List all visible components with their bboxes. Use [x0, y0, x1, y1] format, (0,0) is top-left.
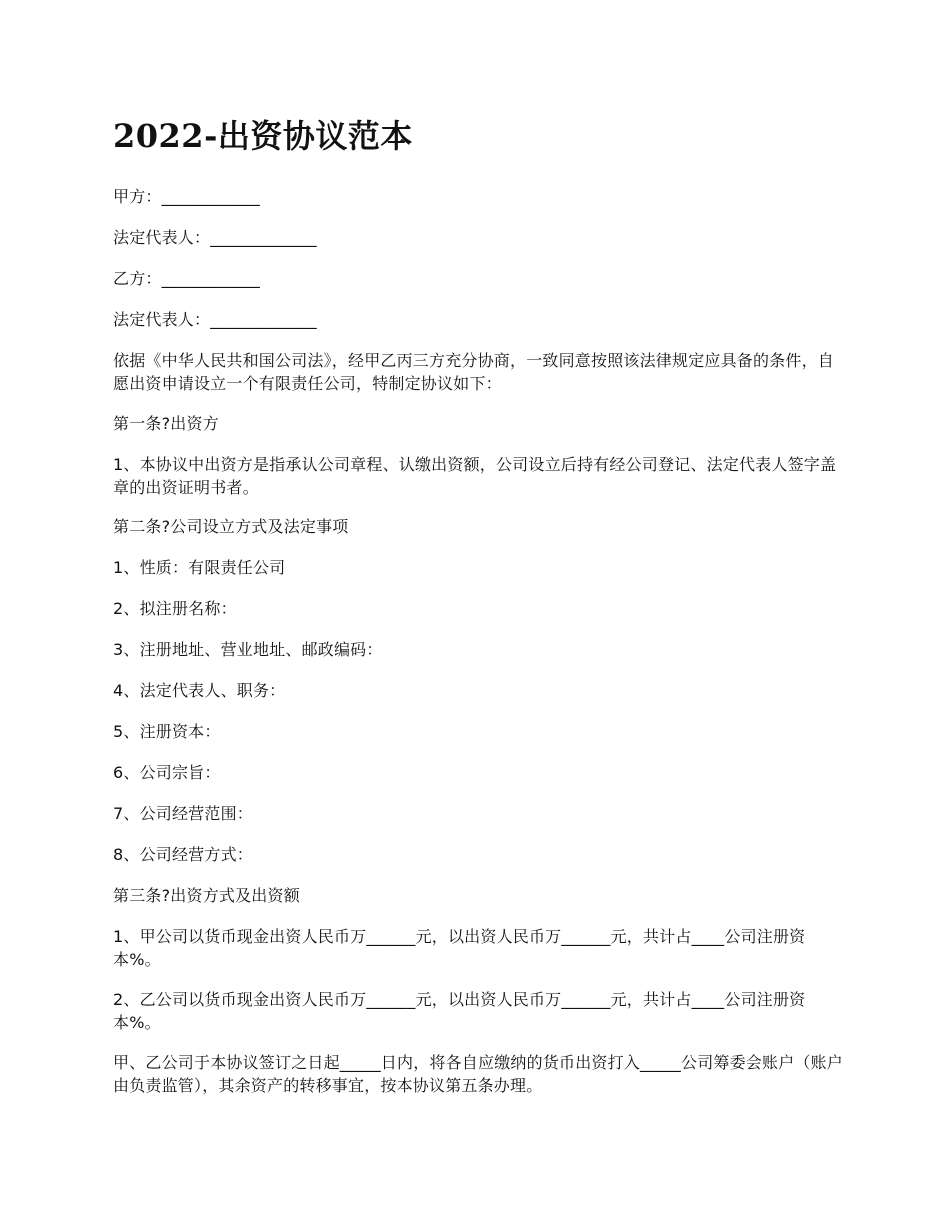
preamble-paragraph: 依据《中华人民共和国公司法》，经甲乙丙三方充分协商，一致同意按照该法律规定应具备的条件，自愿出资申请设立一个有限责任公司，特制定协议如下： [113, 351, 835, 393]
article-2-item-3: 3、注册地址、营业地址、邮政编码： [113, 640, 383, 659]
party-a-representative-line: 法定代表人：_____________ [113, 228, 317, 247]
article-2-item-6: 6、公司宗旨： [113, 763, 221, 782]
party-b-line: 乙方：____________ [113, 269, 261, 288]
article-2-item-8: 8、公司经营方式： [113, 845, 253, 864]
article-2-item-5: 5、注册资本： [113, 722, 221, 741]
article-2-item-4: 4、法定代表人、职务： [113, 681, 286, 700]
article-2-heading: 第二条?公司设立方式及法定事项 [113, 517, 349, 536]
party-a-line: 甲方：____________ [113, 187, 261, 206]
article-3-clause-2: 2、乙公司以货币现金出资人民币万______元，以出资人民币万______元，共计占____公司注册资本%。 [113, 990, 806, 1032]
article-1-heading: 第一条?出资方 [113, 414, 219, 433]
article-2-item-7: 7、公司经营范围： [113, 804, 253, 823]
document-title: 2022-出资协议范本 [113, 117, 413, 155]
article-1-clause-1: 1、本协议中出资方是指承认公司章程、认缴出资额，公司设立后持有经公司登记、法定代表人签字盖章的出资证明书者。 [113, 455, 837, 497]
article-3-clause-1: 1、甲公司以货币现金出资人民币万______元，以出资人民币万______元，共计占____公司注册资本%。 [113, 927, 806, 969]
payment-deadline-paragraph: 甲、乙公司于本协议签订之日起_____日内，将各自应缴纳的货币出资打入_____公司筹委会账户（账户由负责监管），其余资产的转移事宜，按本协议第五条办理。 [113, 1053, 844, 1095]
party-b-representative-line: 法定代表人：_____________ [113, 310, 317, 329]
article-2-item-1: 1、性质：有限责任公司 [113, 558, 286, 577]
article-3-heading: 第三条?出资方式及出资额 [113, 886, 300, 905]
article-2-item-2: 2、拟注册名称： [113, 599, 237, 618]
